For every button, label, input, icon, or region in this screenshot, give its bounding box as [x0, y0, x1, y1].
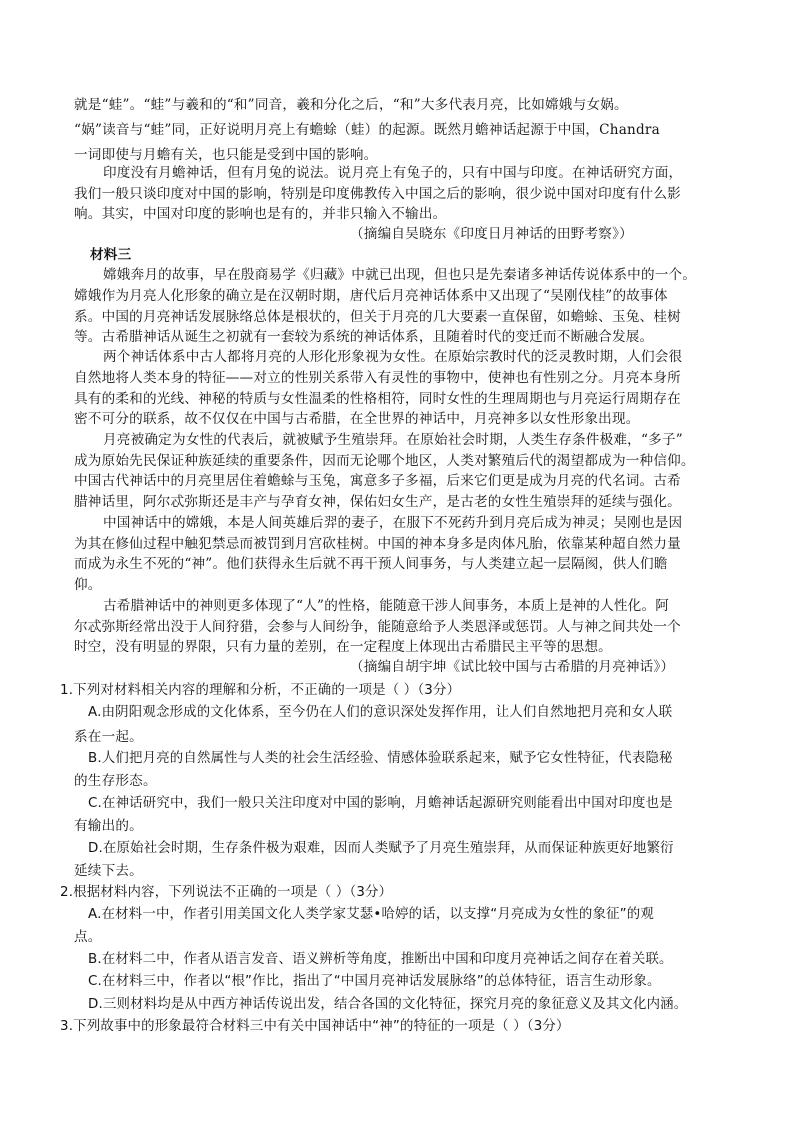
passage-line: 嫦娥作为月亮人化形象的确立是在汉朝时期，唐代后月亮神话体系中又出现了“吴刚伐桂”的故事体 — [74, 288, 668, 304]
passage-line: 等。古希腊神话从诞生之初就有一套较为系统的神话体系，且随着时代的变迁而不断融合发展。 — [74, 329, 654, 345]
passage-line: 仰。 — [74, 577, 102, 593]
passage-line: 时空，没有明显的界限，只有力量的差别，在一定程度上体现出古希腊民主平等的思想。 — [74, 639, 612, 655]
option-b-cont: 的生存形态。 — [74, 773, 157, 789]
passage-line: 尔忒弥斯经常出没于人间狩猎，会参与人间纷争，能随意给予人类恩泽或惩罚。人与神之间共处一个 — [74, 619, 681, 635]
option-a-cont: 系在一起。 — [74, 729, 143, 745]
option-d: D.三则材料均是从中西方神话传说出发，结合各国的文化特征，探究月亮的象征意义及其文化内涵。 — [88, 997, 688, 1012]
option-b: B.人们把月亮的自然属性与人类的社会生活经验、情感体验联系起来，赋予它女性特征，代表隐秘 — [88, 751, 673, 766]
citation: （摘编自胡宇坤《试比较中国与古希腊的月亮神话》） — [350, 659, 675, 675]
passage-line: 古希腊神话中的神则更多体现了“人”的性格，能随意干涉人间事务，本质上是神的人性化。阿 — [103, 598, 670, 614]
passage-line: 密不可分的联系，故不仅仅在中国与古希腊，在全世界的神话中，月亮神多以女性形象出现。 — [74, 411, 640, 427]
option-a: A.在材料一中，作者引用美国文化人类学家艾瑟•哈婷的话，以支撑“月亮成为女性的象征”的观 — [88, 907, 654, 922]
option-d: D.在原始社会时期，生存条件极为艰难，因而人类赋予了月亮生殖崇拜，从而保证种族更好地繁衍 — [88, 841, 674, 856]
option-a: A.由阴阳观念形成的文化体系，至今仍在人们的意识深处发挥作用，让人们自然地把月亮和女人联 — [88, 705, 673, 720]
passage-line: 月亮被确定为女性的代表后，就被赋予生殖崇拜。在原始社会时期，人类生存条件极难，“多子” — [103, 432, 683, 448]
passage-line: 具有的柔和的光线、神秘的特质与女性温柔的性格相符，同时女性的生理周期也与月亮运行周期存在 — [74, 391, 681, 407]
passage-line: 就是“蛙”。“蛙”与羲和的“和”同音，羲和分化之后，“和”大多代表月亮，比如嫦娥与女娲。 — [74, 97, 628, 113]
passage-line: 两个神话体系中古人都将月亮的人形化形象视为女性。在原始宗教时代的泛灵教时期，人们会很 — [103, 349, 683, 365]
passage-line: 中国神话中的嫦娥，本是人间英雄后羿的妻子，在服下不死药升到月亮后成为神灵；吴刚也是因 — [103, 515, 683, 531]
passage-line: 成为原始先民保证种族延续的重要条件，因而无论哪个地区，人类对繁殖后代的渴望都成为一种信仰。 — [74, 453, 695, 469]
passage-line: 印度没有月蟾神话，但有月兔的说法。说月亮上有兔子的，只有中国与印度。在神话研究方面， — [103, 165, 683, 181]
passage-line: 自然地将人类本身的特征——对立的性别关系带入有灵性的事物中，使神也有性别之分。月亮本身所 — [74, 370, 681, 386]
passage-line: 腊神话里，阿尔忒弥斯还是丰产与孕育女神，保佑妇女生产，是古老的女性生殖崇拜的延续与强化。 — [74, 494, 681, 510]
passage-line: “娲”读音与“蛙”同，正好说明月亮上有蟾蜍（蛙）的起源。既然月蟾神话起源于中国，Chandra — [74, 122, 660, 138]
passage-line: 响。其实，中国对印度的影响也是有的，并非只输入不输出。 — [74, 206, 447, 222]
passage-line: 我们一般只谈印度对中国的影响，特别是印度佛教传入中国之后的影响，很少说中国对印度有什么影 — [74, 186, 681, 202]
passage-line: 而成为永生不死的“神”。他们获得永生后就不再干预人间事务，与人类建立起一层隔阂，供人们瞻 — [74, 556, 668, 572]
passage-line: 嫦娥奔月的故事，早在殷商易学《归藏》中就已出现，但也只是先秦诸多神话传说体系中的一个。 — [103, 267, 697, 283]
option-a-cont: 点。 — [74, 929, 102, 945]
option-b: B.在材料二中，作者从语言发音、语义辨析等角度，推断出中国和印度月亮神话之间存在着关联。 — [88, 952, 673, 967]
citation: （摘编自吴晓东《印度日月神话的田野考察》） — [350, 226, 633, 242]
option-d-cont: 延续下去。 — [74, 863, 143, 879]
passage-line: 中国古代神话中的月亮里居住着蟾蜍与玉兔，寓意多子多福，后来它们更是成为月亮的代名词。古希 — [74, 473, 681, 489]
question-stem: 1.下列对材料相关内容的理解和分析，不正确的一项是（ ）（3分） — [60, 683, 461, 698]
section-heading: 材料三 — [90, 247, 132, 263]
passage-line: 系。中国的月亮神话发展脉络总体是根状的，但关于月亮的几大要素一直保留，如蟾蜍、玉兔、桂树 — [74, 309, 681, 325]
option-c: C.在材料三中，作者以“根”作比，指出了“中国月亮神话发展脉络”的总体特征，语言生动形象。 — [88, 974, 661, 989]
question-stem: 3.下列故事中的形象最符合材料三中有关中国神话中“神”的特征的一项是（ ）（3分） — [60, 1019, 570, 1034]
option-c-cont: 有输出的。 — [74, 818, 143, 834]
passage-line: 为其在修仙过程中触犯禁忌而被罚到月宫砍桂树。中国的神本身多是肉体凡胎，依靠某种超自然力量 — [74, 536, 681, 552]
option-c: C.在神话研究中，我们一般只关注印度对中国的影响，月蟾神话起源研究则能看出中国对印度也是 — [88, 796, 673, 811]
question-stem: 2.根据材料内容，下列说法不正确的一项是（ ）（3分） — [60, 885, 393, 900]
passage-line: 一词即使与月蟾有关，也只能是受到中国的影响。 — [74, 147, 378, 163]
